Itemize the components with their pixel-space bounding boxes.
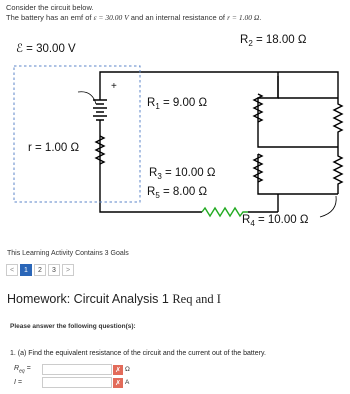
title-prefix: Homework: Circuit Analysis 1 <box>7 292 173 306</box>
title-suffix: Req and I <box>172 292 221 306</box>
current-answer-row <box>14 377 129 388</box>
intro-prefix: The battery has an emf of <box>6 13 92 22</box>
emf-label: ℰ = 30.00 V <box>16 43 76 55</box>
current-incorrect-icon: ✗ <box>113 378 123 388</box>
r3-label: $R_3 = 10.00$ Ω <box>149 167 216 181</box>
wire-mid <box>258 138 338 147</box>
pager-page-2[interactable]: 2 <box>34 264 46 276</box>
battery <box>93 100 107 144</box>
pager-next-button[interactable]: > <box>62 264 74 276</box>
internal-box-dashed <box>14 66 140 202</box>
wire-top <box>100 72 338 96</box>
emf-arrow <box>78 92 96 104</box>
current-input[interactable] <box>42 377 112 388</box>
r1-label: $R_1 = 9.00$ Ω <box>147 97 208 111</box>
resistor-r2 <box>334 96 342 147</box>
req-input[interactable] <box>42 364 112 375</box>
r5-label: $R_5 = 8.00$ Ω <box>147 186 208 200</box>
intro-suffix: . <box>259 13 262 22</box>
intro-text <box>6 3 261 23</box>
r4-label: $R_4 = 10.00$ Ω <box>242 214 309 228</box>
pager-page-1[interactable]: 1 <box>20 264 32 276</box>
wire-lower-box <box>258 154 338 194</box>
circuit-diagram <box>0 24 350 244</box>
intro-line-1: Consider the circuit below. <box>6 3 94 12</box>
resistor-r4 <box>334 147 342 194</box>
pager-prev-button[interactable]: < <box>6 264 18 276</box>
req-incorrect-icon: ✗ <box>113 365 123 375</box>
current-label: I = <box>14 379 22 386</box>
req-label: $R_{eq}$ = <box>14 364 31 375</box>
goals-title: This Learning Activity Contains 3 Goals <box>7 250 129 257</box>
wire-r1-left-top <box>258 76 278 138</box>
intro-r: r = 1.00 Ω <box>227 13 260 22</box>
req-answer-row <box>14 364 130 375</box>
question-text: 1. (a) Find the equivalent resistance of the circuit and the current out of the battery. <box>10 350 266 357</box>
intro-line-2 <box>6 13 261 23</box>
intro-middle: and an internal resistance of <box>130 13 225 22</box>
r-internal-label: r = 1.00 Ω <box>28 142 80 154</box>
goal-pager <box>6 264 74 276</box>
current-unit: A <box>125 379 130 386</box>
battery-plus-sign: + <box>111 81 117 92</box>
answer-prompt: Please answer the following question(s): <box>10 323 136 330</box>
intro-emf: ε = 30.00 V <box>93 13 129 22</box>
r2-label: $R_2 = 18.00$ Ω <box>240 34 307 48</box>
pager-page-3[interactable]: 3 <box>48 264 60 276</box>
r4-arrow <box>320 196 336 217</box>
req-unit: Ω <box>125 366 130 373</box>
circuit-wires <box>100 72 338 212</box>
page-title <box>7 292 221 307</box>
